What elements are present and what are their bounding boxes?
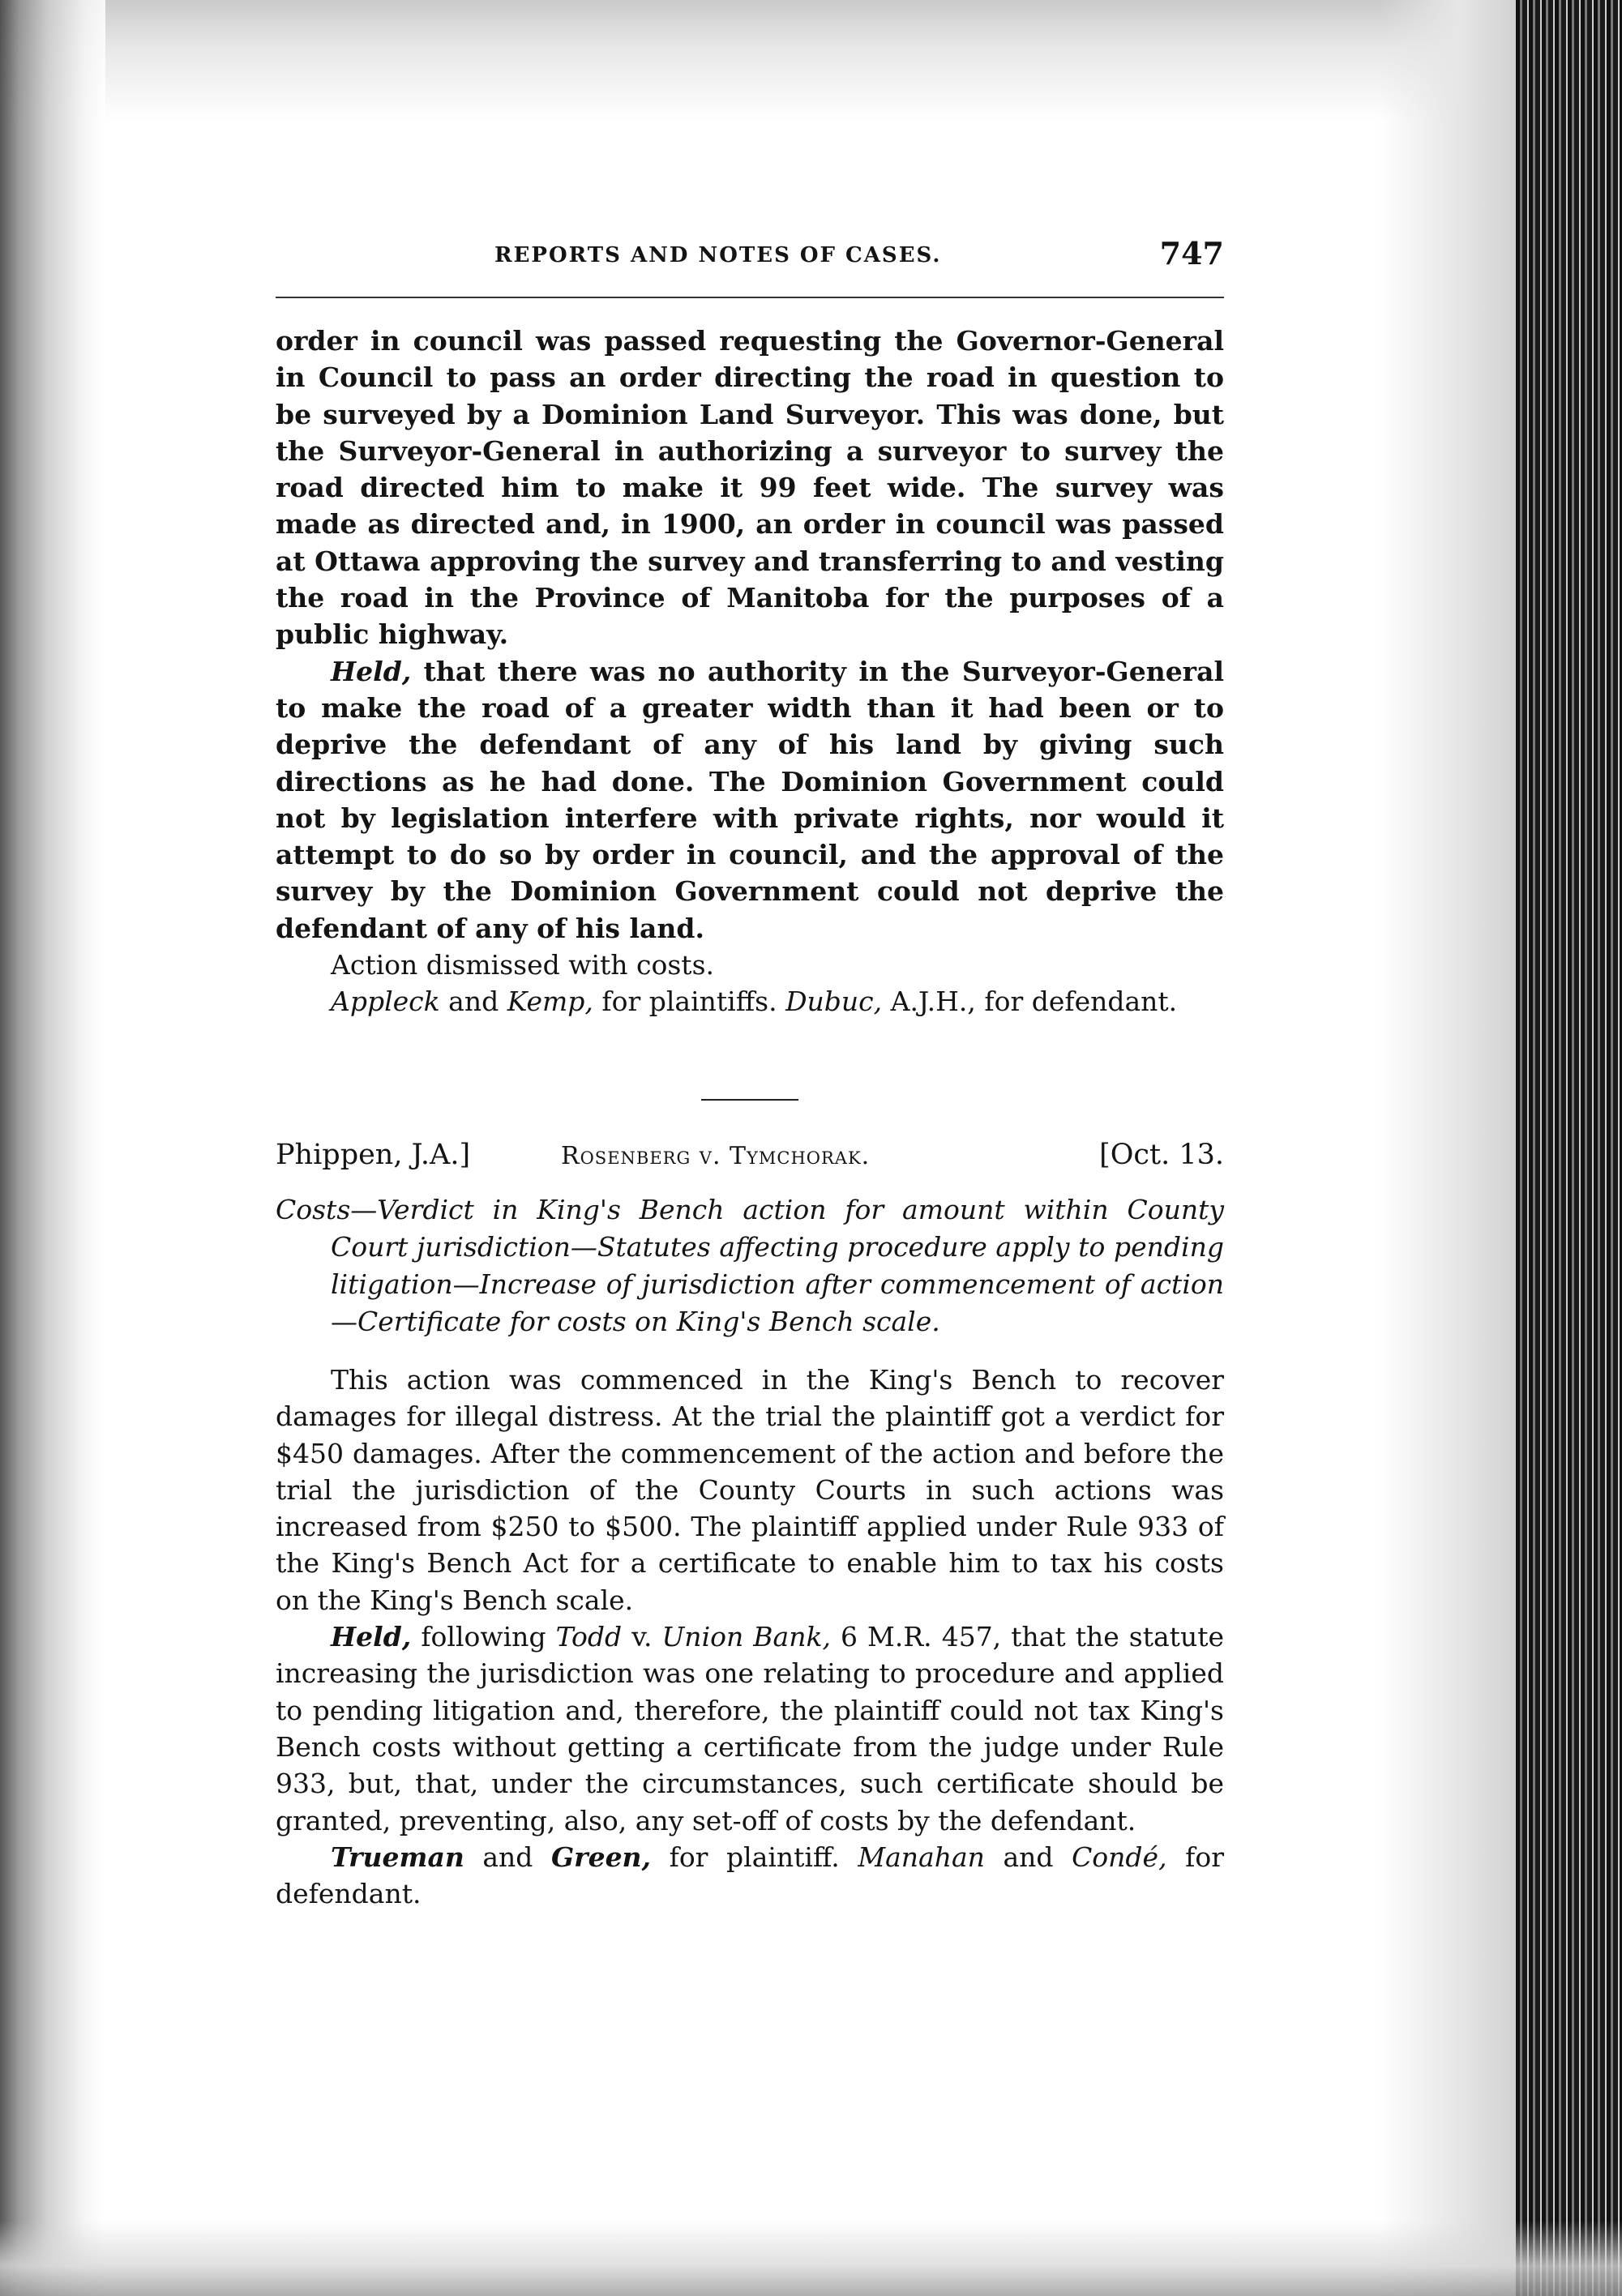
held-text: that there was no authority in the Surveyor-General to make the road of a greater width than it had been or to deprive the defendant of any of his land by giving such directions as he had done. The Dominion Government could not by legislation interfere with private rights, nor would it attempt to do so by order in council, and the approval of the survey by the Dominion Government could not deprive the defendant of any of his land. xyxy=(276,655,1224,944)
counsel-role: for defendant. xyxy=(276,1841,1224,1910)
counsel-name: Dubuc, xyxy=(785,986,883,1018)
held-label: Held, xyxy=(331,1621,412,1653)
scan-right-shadow xyxy=(1378,0,1524,2296)
judge-name: Phippen, J.A.] xyxy=(276,1139,471,1171)
scan-bottom-shadow xyxy=(0,2221,1622,2296)
cited-case: Union Bank, xyxy=(661,1621,831,1653)
header-rule xyxy=(276,297,1224,298)
case2-held xyxy=(276,1618,1224,1839)
case2-facts: This action was commenced in the King's Bench to recover damages for illegal distress. At the trial the plaintiff got a verdict for $450 damages. After the commencement of the action and before the trial the jurisdiction of the County Courts in such actions was increased from $250 to $500. The plaintiff applied under Rule 933 of the King's Bench Act for a certificate to enable him to tax his costs on the King's Bench scale. xyxy=(276,1364,1224,1616)
cited-case: Todd xyxy=(555,1621,623,1653)
page-number: 747 xyxy=(1159,235,1224,272)
case1-order-paragraph: order in council was passed requesting the Governor-General in Council to pass an order directing the road in question to be surveyed by a Dominion Land Surveyor. This was done, but the Surveyor-General in authorizing a surveyor to survey the road directed him to make it 99 feet wide. The survey was made as directed and, in 1900, an order in council was passed at Ottawa approving the survey and transferring to and vesting the road in the Province of Manitoba for the purposes of a public highway. xyxy=(276,325,1224,651)
running-head: REPORTS AND NOTES OF CASES. xyxy=(494,243,942,267)
counsel-joiner: and xyxy=(439,986,507,1018)
cited-v: v. xyxy=(622,1621,662,1653)
case-date: [Oct. 13. xyxy=(1099,1139,1224,1171)
case-title: Rosenberg v. Tymchorak. xyxy=(561,1142,871,1170)
case1-disposition: Action dismissed with costs. xyxy=(331,949,714,981)
held-text: 6 M.R. 457, that the statute increasing the jurisdiction was one relating to procedure and applied to pending litigation and, therefore, the plaintiff could not tax King's Bench costs without getting a certificate from the judge under Rule 933, but, that, under the circumstances, such certificate should be granted, preventing, also, any set-off of costs by the defendant. xyxy=(276,1621,1224,1836)
case2-counsel xyxy=(276,1839,1224,1913)
case2-headnote xyxy=(276,1191,1224,1340)
case1-continuation xyxy=(276,323,1224,1020)
counsel-role: for plaintiffs. xyxy=(593,986,786,1018)
held-pre: following xyxy=(411,1621,556,1653)
scan-left-shadow xyxy=(0,0,105,2296)
counsel-joiner: and xyxy=(984,1841,1072,1873)
counsel-name: Manahan xyxy=(858,1841,985,1873)
counsel-name: Appleck xyxy=(331,986,440,1018)
counsel-name: Green, xyxy=(551,1841,652,1873)
case1-counsel xyxy=(276,983,1224,1020)
counsel-role: for plaintiff. xyxy=(651,1841,858,1873)
counsel-name: Condé, xyxy=(1072,1841,1167,1873)
case2-body xyxy=(276,1362,1224,1912)
scan-binding-edge xyxy=(1516,0,1622,2296)
counsel-role: A.J.H., for defendant. xyxy=(882,986,1178,1018)
counsel-joiner: and xyxy=(464,1841,551,1873)
case-separator xyxy=(701,1099,798,1101)
counsel-name: Kemp, xyxy=(507,986,593,1018)
counsel-name: Trueman xyxy=(331,1841,464,1873)
headnote-text: Costs—Verdict in King's Bench action for amount within County Court jurisdiction—Statutes affecting procedure apply to pending litigation—Increase of jurisdiction after commencement of action—Certificate for costs on King's Bench scale. xyxy=(276,1194,1224,1337)
case1-held-paragraph xyxy=(276,653,1224,947)
held-label: Held, xyxy=(331,655,412,687)
page-header xyxy=(276,235,1224,284)
case2-heading xyxy=(276,1139,1224,1179)
